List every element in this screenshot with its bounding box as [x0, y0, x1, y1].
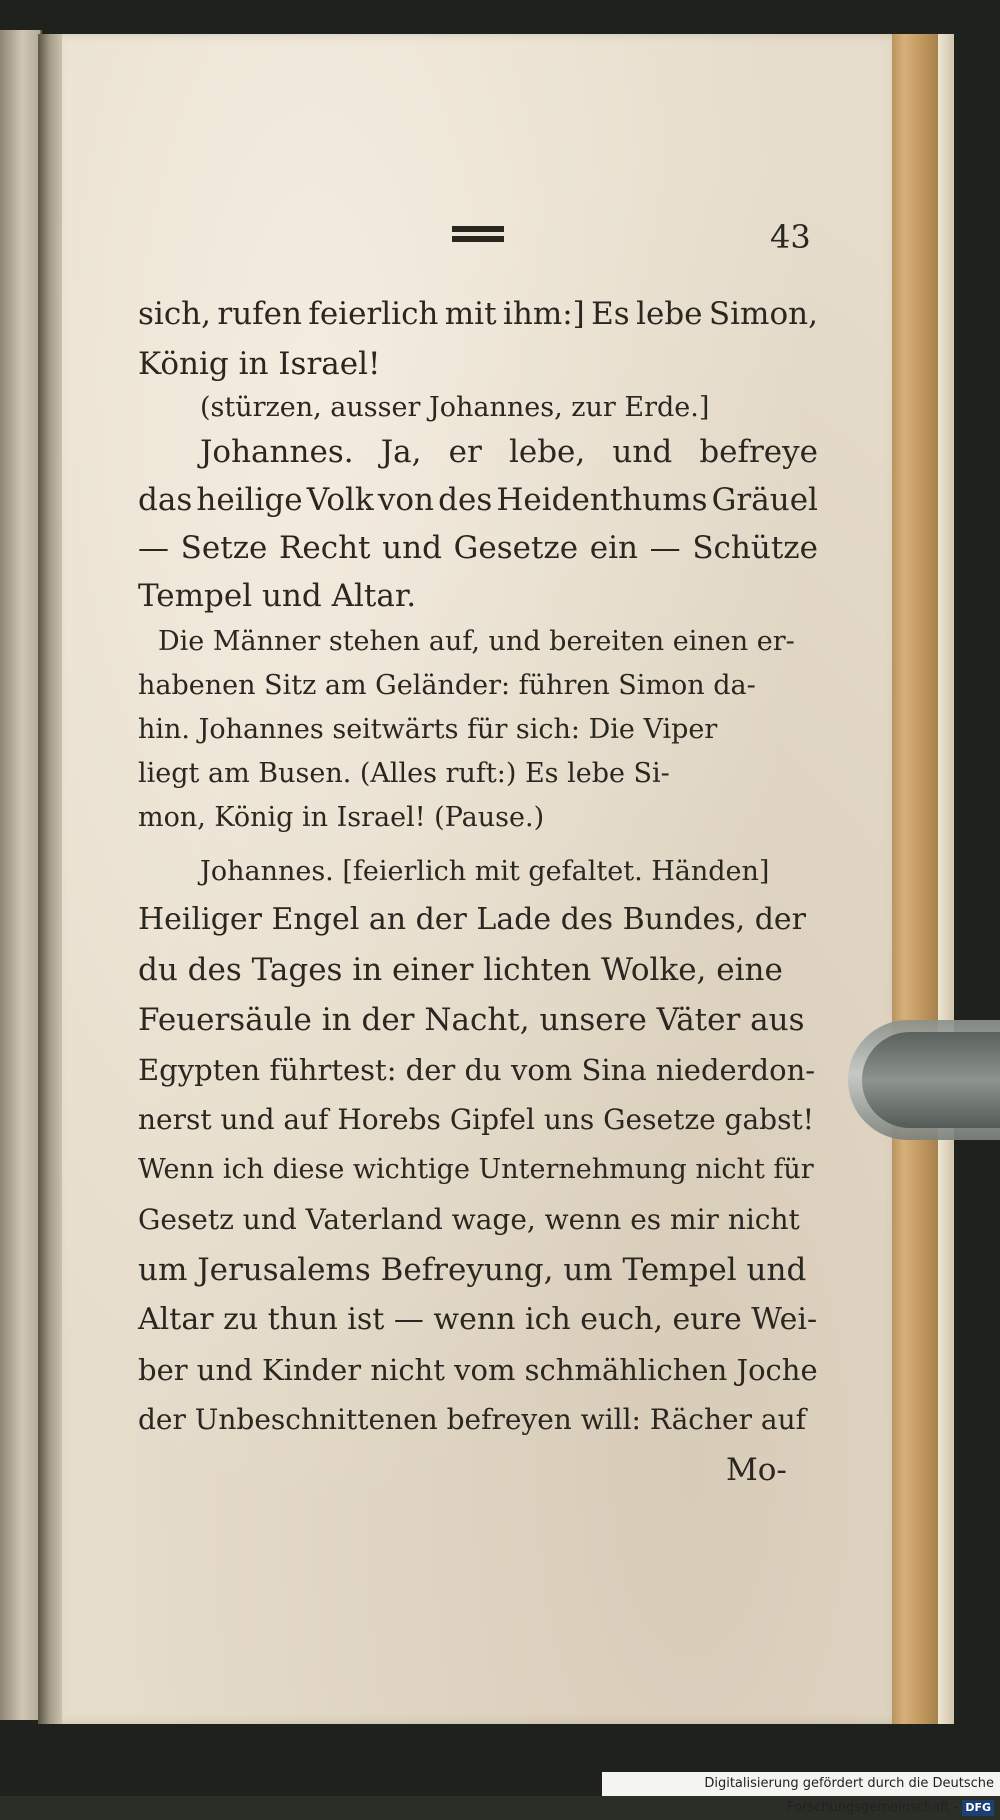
text-line: Heiliger Engel an der Lade des Bundes, der [138, 902, 807, 937]
text-line: sich, rufen feierlich mit ihm:] Es lebe Simon, [138, 296, 818, 332]
stage-direction: Die Männer stehen auf, und bereiten einen er- [158, 626, 795, 657]
speaker-line: Johannes. Ja, er lebe, und befreye [200, 434, 818, 470]
text-line: nerst und auf Horebs Gipfel uns Gesetze gabst! [138, 1103, 814, 1136]
stage-direction: habenen Sitz am Geländer: führen Simon da- [138, 670, 756, 701]
text-line: — Setze Recht und Gesetze ein — Schütze [138, 530, 818, 566]
speaker-line: Johannes. [feierlich mit gefaltet. Händen] [200, 856, 770, 887]
stage-direction: hin. Johannes seitwärts für sich: Die Viper [138, 714, 718, 745]
text-line: Wenn ich diese wichtige Unternehmung nicht für [138, 1154, 814, 1185]
text-line: der Unbeschnittenen befreyen will: Rächer auf [138, 1403, 806, 1436]
text-line: das heilige Volk von des Heidenthums Gräuel [138, 482, 818, 518]
digitization-credit [602, 1772, 1000, 1815]
text-line: Feuersäule in der Nacht, unsere Väter aus [138, 1002, 805, 1038]
text-line: Altar zu thun ist — wenn ich euch, eure Wei- [138, 1302, 818, 1337]
bookmark-clip-inner [862, 1032, 1000, 1128]
page-number: 43 [770, 218, 811, 256]
credit-text: Digitalisierung gefördert durch die Deutsche Forschungsgemeinschaft - [704, 1776, 994, 1815]
catchword: Mo- [726, 1452, 787, 1488]
text-line: ber und Kinder nicht vom schmählichen Joche [138, 1353, 818, 1387]
left-page-edge [0, 30, 42, 1720]
text-line: um Jerusalems Befreyung, um Tempel und [138, 1252, 807, 1288]
header-rule [452, 226, 504, 242]
text-line: du des Tages in einer lichten Wolke, eine [138, 952, 783, 988]
text-line: Egypten führtest: der du vom Sina niederdon- [138, 1053, 816, 1087]
stage-direction: (stürzen, ausser Johannes, zur Erde.] [200, 392, 710, 423]
stage-direction: mon, König in Israel! (Pause.) [138, 802, 545, 833]
dfg-logo: DFG [962, 1800, 994, 1816]
text-line: Gesetz und Vaterland wage, wenn es mir nicht [138, 1203, 800, 1236]
text-line: Tempel und Altar. [138, 578, 417, 614]
stage-direction: liegt am Busen. (Alles ruft:) Es lebe Si- [138, 758, 670, 789]
page-block-edge-light [938, 34, 954, 1724]
text-line: König in Israel! [138, 346, 381, 382]
page-block-edge [892, 34, 943, 1724]
